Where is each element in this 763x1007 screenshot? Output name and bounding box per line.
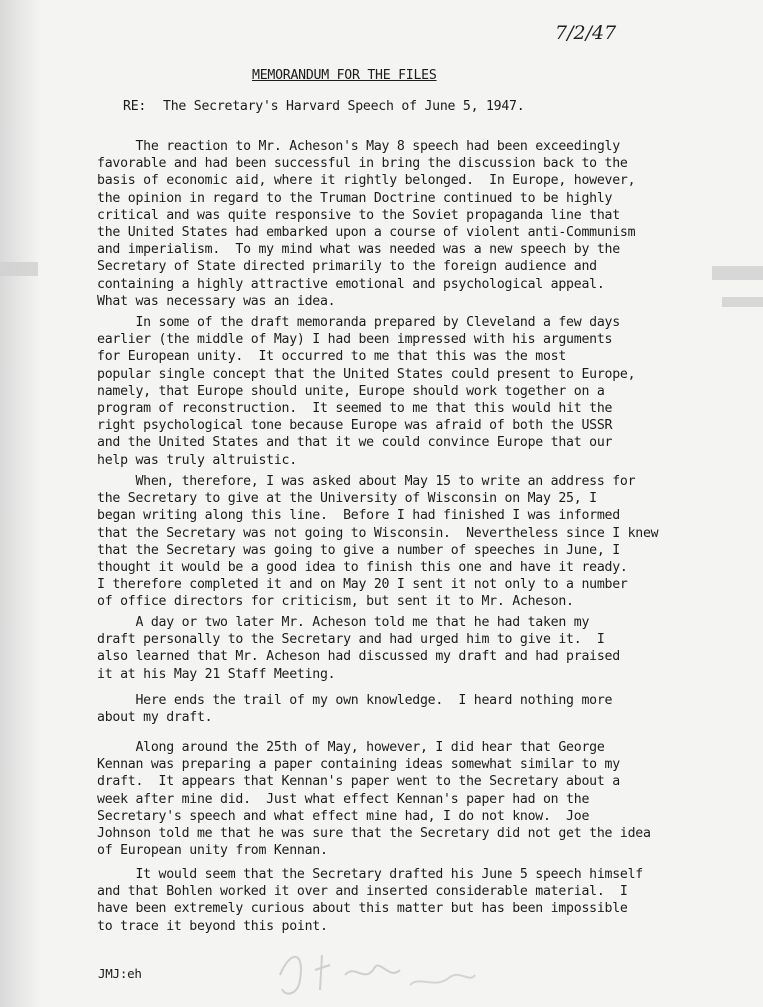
text-line: It would seem that the Secretary drafted his June 5 speech himself <box>97 867 643 882</box>
text-line: Here ends the trail of my own knowledge. I heard nothing more <box>97 693 613 708</box>
text-line: popular single concept that the United States could present to Europe, <box>97 366 636 382</box>
text-line: What was necessary was an idea. <box>97 293 336 309</box>
text-line: Kennan was preparing a paper containing ideas somewhat similar to my <box>97 757 620 773</box>
text-line: help was truly altruistic. <box>97 452 297 468</box>
typist-initials: JMJ:eh <box>98 966 142 981</box>
text-line: Johnson told me that he was sure that the Secretary did not get the idea <box>97 826 651 842</box>
memo-heading: MEMORANDUM FOR THE FILES <box>252 68 437 83</box>
text-line: the United States had embarked upon a course of violent anti-Communism <box>97 225 636 241</box>
page-edge-shadow <box>0 0 40 1007</box>
text-line: and imperialism. To my mind what was needed was a new speech by the <box>97 242 620 258</box>
text-line: When, therefore, I was asked about May 15 to write an address for <box>97 474 636 489</box>
text-line: have been extremely curious about this matter but has been impossible <box>97 901 628 917</box>
text-line: for European unity. It occurred to me that this was the most <box>97 349 567 365</box>
text-line: basis of economic aid, where it rightly belonged. In Europe, however, <box>97 173 636 189</box>
paragraph-4 <box>97 614 697 683</box>
right-margin-mark <box>722 297 763 307</box>
re-subject: The Secretary's Harvard Speech of June 5, 1947. <box>163 99 525 114</box>
text-line: Secretary's speech and what effect mine had, I do not know. Joe <box>97 808 590 824</box>
text-line: namely, that Europe should unite, Europe should work together on a <box>97 383 605 399</box>
text-line: containing a highly attractive emotional and psychological appeal. <box>97 276 605 292</box>
text-line: also learned that Mr. Acheson had discussed my draft and had praised <box>97 649 620 665</box>
paragraph-5 <box>97 692 697 726</box>
text-line: In some of the draft memoranda prepared by Cleveland a few days <box>97 315 620 330</box>
text-line: to trace it beyond this point. <box>97 918 328 934</box>
bleed-through-handwriting <box>270 945 480 1005</box>
text-line: Along around the 25th of May, however, I did hear that George <box>97 740 605 755</box>
paragraph-6 <box>97 739 697 859</box>
paragraph-7 <box>97 866 697 935</box>
re-label: RE: <box>123 99 147 114</box>
text-line: The reaction to Mr. Acheson's May 8 speech had been exceedingly <box>97 139 620 154</box>
text-line: of European unity from Kennan. <box>97 843 328 859</box>
left-margin-mark <box>0 262 38 276</box>
text-line: right psychological tone because Europe was afraid of both the USSR <box>97 418 613 434</box>
text-line: the Secretary to give at the University of Wisconsin on May 25, I <box>97 491 597 507</box>
text-line: of office directors for criticism, but sent it to Mr. Acheson. <box>97 594 574 610</box>
text-line: week after mine did. Just what effect Kennan's paper had on the <box>97 791 590 807</box>
paragraph-2 <box>97 314 697 469</box>
handwritten-date: 7/2/47 <box>555 22 617 44</box>
right-margin-mark <box>712 266 763 280</box>
text-line: critical and was quite responsive to the Soviet propaganda line that <box>97 207 620 223</box>
text-line: began writing along this line. Before I had finished I was informed <box>97 508 620 524</box>
text-line: the opinion in regard to the Truman Doctrine continued to be highly <box>97 190 613 206</box>
text-line: thought it would be a good idea to finish this one and have it ready. <box>97 560 628 576</box>
text-line: A day or two later Mr. Acheson told me that he had taken my <box>97 615 590 630</box>
text-line: I therefore completed it and on May 20 I sent it not only to a number <box>97 577 628 593</box>
text-line: earlier (the middle of May) I had been impressed with his arguments <box>97 332 613 348</box>
paragraph-1 <box>97 138 697 310</box>
text-line: program of reconstruction. It seemed to me that this would hit the <box>97 401 613 417</box>
text-line: draft personally to the Secretary and had urged him to give it. I <box>97 632 605 648</box>
text-line: and the United States and that it we could convince Europe that our <box>97 435 613 451</box>
text-line: draft. It appears that Kennan's paper went to the Secretary about a <box>97 774 620 790</box>
text-line: that the Secretary was not going to Wisconsin. Nevertheless since I knew <box>97 525 659 541</box>
text-line: that the Secretary was going to give a number of speeches in June, I <box>97 542 620 558</box>
paragraph-3 <box>97 473 697 611</box>
text-line: favorable and had been successful in bring the discussion back to the <box>97 156 628 172</box>
text-line: Secretary of State directed primarily to the foreign audience and <box>97 259 597 275</box>
text-line: it at his May 21 Staff Meeting. <box>97 666 336 682</box>
text-line: about my draft. <box>97 710 213 726</box>
text-line: and that Bohlen worked it over and inserted considerable material. I <box>97 884 628 900</box>
